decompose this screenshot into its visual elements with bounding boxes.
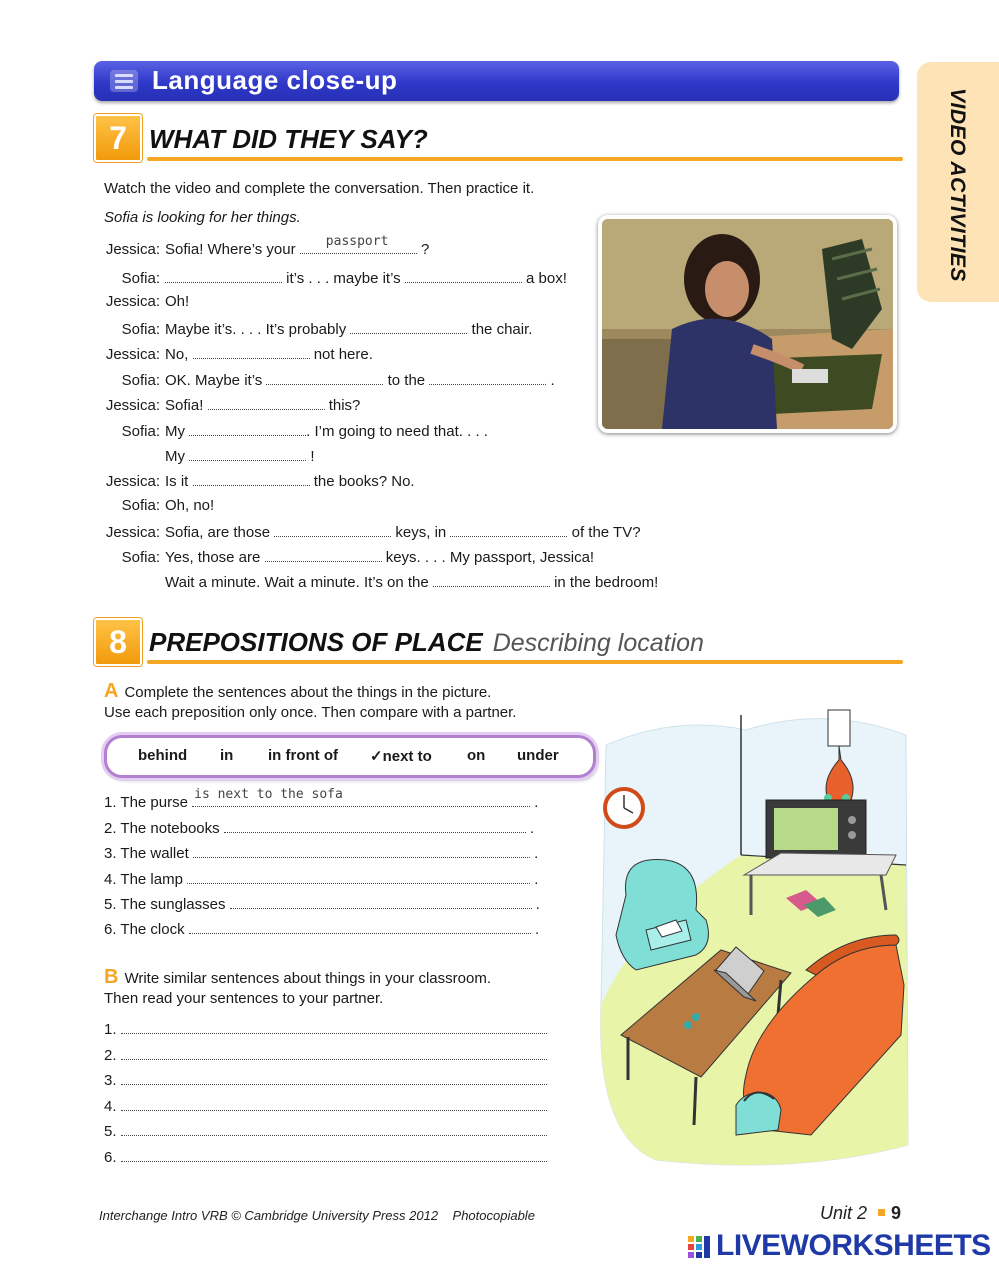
part-b-line-3 [104, 1070, 547, 1089]
speaker: Sofia: [121, 549, 160, 566]
item-prompt: 6. The clock [104, 921, 185, 938]
dialogue-line-7 [103, 395, 360, 414]
answer-blank[interactable] [433, 572, 550, 587]
line-text: not here. [313, 346, 373, 363]
header-title: Language close-up [152, 65, 398, 95]
section-7-context: Sofia is looking for her things. [104, 209, 301, 226]
copyright-text: Interchange Intro VRB © Cambridge University Press 2012 [99, 1208, 439, 1223]
line-text: Yes, those are [165, 549, 261, 566]
liveworksheets-brand[interactable]: LIVEWORKSHEETS [716, 1229, 991, 1262]
section-7-title: WHAT DID THEY SAY? [149, 124, 428, 154]
item-prompt: 2. The notebooks [104, 820, 220, 837]
answer-blank[interactable] [121, 1019, 547, 1034]
item-prompt: 5. The sunglasses [104, 896, 226, 913]
answer-blank[interactable] [193, 344, 310, 359]
speaker: Jessica: [105, 293, 160, 310]
answer-text: passport [325, 234, 389, 249]
instruction-text: Write similar sentences about things in your classroom. [124, 970, 491, 987]
answer-blank[interactable] [193, 843, 530, 858]
answer-blank[interactable] [429, 370, 546, 385]
speaker: Sofia: [121, 372, 160, 389]
section-8-title-wrap [149, 627, 704, 658]
line-text: to the [387, 372, 426, 389]
side-tab [917, 62, 999, 302]
line-text: it’s . . . maybe it’s [286, 270, 401, 287]
answer-blank[interactable] [274, 522, 391, 537]
part-b-line-1 [104, 1019, 547, 1038]
preposition-word-box [104, 735, 596, 778]
word-in: in [220, 747, 234, 764]
word-on: on [467, 747, 486, 764]
line-text: Is it [165, 473, 189, 490]
dialogue-line-10 [103, 471, 415, 490]
item-prompt: 4. The lamp [104, 871, 183, 888]
answer-blank[interactable] [224, 818, 526, 833]
line-text: Sofia, are those [165, 524, 271, 541]
unit-label: Unit 2 [820, 1203, 868, 1223]
part-b-line-2 [104, 1045, 547, 1064]
line-text: this? [328, 397, 361, 414]
dialogue-line-6 [103, 370, 555, 389]
line-text: My [165, 423, 185, 440]
line-number: 3. [104, 1072, 117, 1089]
dialogue-line-11 [103, 497, 214, 514]
part-a-instruction-1 [104, 680, 491, 703]
answer-blank[interactable] [121, 1096, 547, 1111]
dialogue-line-12 [103, 522, 641, 541]
photocopiable-text: Photocopiable [452, 1208, 535, 1223]
line-text: My [165, 448, 185, 465]
item-prompt: 1. The purse [104, 794, 188, 811]
section-header-bar [94, 61, 899, 101]
dialogue-line-8 [103, 421, 488, 440]
line-text: the books? No. [313, 473, 415, 490]
answer-blank[interactable] [189, 919, 531, 934]
part-b-letter: B [104, 966, 119, 988]
part-b-instruction-1 [104, 966, 491, 989]
part-a-instruction-2: Use each preposition only once. Then compare with a partner. [104, 704, 517, 721]
section-8-subtitle: Describing location [492, 629, 704, 657]
part-a-item-6: 6. The clock . [104, 921, 540, 938]
line-text: Sofia! Where’s your [165, 241, 296, 258]
line-text: . I’m going to need that. . . . [306, 423, 488, 440]
dialogue-line-1 [103, 234, 430, 258]
line-number: 4. [104, 1098, 117, 1115]
answer-blank[interactable] [187, 869, 530, 884]
word-under: under [517, 747, 559, 764]
bullet-square-icon [878, 1209, 885, 1216]
part-a-item-5: 5. The sunglasses . [104, 896, 540, 913]
answer-blank[interactable] [121, 1121, 547, 1136]
line-text: the chair. [471, 321, 533, 338]
answer-blank[interactable] [405, 268, 522, 283]
answer-blank[interactable] [121, 1045, 547, 1060]
answer-text: is next to the sofa [194, 787, 343, 802]
answer-blank[interactable] [266, 370, 383, 385]
line-text: Wait a minute. Wait a minute. It’s on the [165, 574, 429, 591]
part-b-line-5 [104, 1121, 547, 1140]
part-a-letter: A [104, 680, 119, 702]
line-text: ? [420, 241, 430, 258]
section-7-instruction: Watch the video and complete the conversation. Then practice it. [104, 180, 535, 197]
side-tab-label: VIDEO ACTIVITIES [946, 88, 969, 282]
line-text: No, [165, 346, 189, 363]
section-8-title: PREPOSITIONS OF PLACE [149, 627, 483, 657]
dialogue-line-3 [103, 293, 189, 310]
speaker: Jessica: [105, 346, 160, 363]
item-prompt: 3. The wallet [104, 845, 189, 862]
answer-blank[interactable] [189, 446, 306, 461]
dialogue-line-9 [103, 446, 315, 465]
line-text: ! [310, 448, 315, 465]
line-text: in the bedroom! [554, 574, 659, 591]
speaker: Sofia: [121, 321, 160, 338]
speaker: Jessica: [105, 524, 160, 541]
dialogue-line-2 [103, 268, 567, 287]
answer-blank[interactable] [165, 268, 282, 283]
part-a-item-1: 1. The purse is next to the sofa . [104, 787, 539, 811]
answer-blank[interactable] [121, 1147, 547, 1162]
speaker: Sofia: [121, 497, 160, 514]
dialogue-line-4 [103, 319, 532, 338]
speaker: Sofia: [121, 270, 160, 287]
line-text: Oh, no! [165, 497, 215, 514]
menu-icon [110, 70, 138, 92]
part-a-item-4: 4. The lamp . [104, 871, 539, 888]
answer-blank[interactable] [300, 234, 417, 254]
line-text: Oh! [165, 293, 190, 310]
speaker: Jessica: [105, 473, 160, 490]
word-behind: behind [138, 747, 188, 764]
part-b-line-4 [104, 1096, 547, 1115]
word-next-to: ✓next to [370, 748, 432, 765]
speaker: Sofia: [121, 423, 160, 440]
section-8-rule [147, 660, 903, 664]
line-text: Sofia! [165, 397, 204, 414]
answer-blank[interactable] [208, 395, 325, 410]
answer-blank[interactable] [121, 1070, 547, 1085]
line-text: of the TV? [571, 524, 641, 541]
dialogue-line-14 [103, 572, 658, 591]
answer-blank[interactable] [230, 894, 532, 909]
unit-page-label [820, 1203, 901, 1224]
line-text: a box! [526, 270, 567, 287]
part-a-item-3: 3. The wallet . [104, 845, 539, 862]
section-7-number: 7 [94, 114, 142, 162]
instruction-text: Complete the sentences about the things in the picture. [124, 684, 492, 701]
part-b-instruction-2: Then read your sentences to your partner. [104, 990, 384, 1007]
line-text: keys, in [395, 524, 447, 541]
speaker: Jessica: [105, 397, 160, 414]
page-number: 9 [891, 1203, 902, 1223]
living-room-illustration [596, 705, 912, 1170]
video-still-photo [598, 215, 897, 433]
answer-blank[interactable] [450, 522, 567, 537]
section-7-rule [147, 157, 903, 161]
section-8-number: 8 [94, 618, 142, 666]
line-text: keys. . . . My passport, Jessica! [385, 549, 595, 566]
line-text: . [550, 372, 555, 389]
answer-blank[interactable] [265, 547, 382, 562]
liveworksheets-logo-icon [688, 1234, 716, 1262]
line-text: OK. Maybe it’s [165, 372, 263, 389]
line-text: Maybe it’s. . . . It’s probably [165, 321, 347, 338]
speaker: Jessica: [105, 241, 160, 258]
answer-blank[interactable] [350, 319, 467, 334]
part-b-line-6 [104, 1147, 547, 1166]
footer-copyright [99, 1208, 535, 1223]
line-number: 2. [104, 1047, 117, 1064]
part-a-item-2: 2. The notebooks . [104, 820, 535, 837]
dialogue-line-13 [103, 547, 594, 566]
line-number: 6. [104, 1149, 117, 1166]
answer-blank[interactable] [189, 421, 306, 436]
line-number: 1. [104, 1021, 117, 1038]
dialogue-line-5 [103, 344, 373, 363]
answer-blank[interactable] [193, 471, 310, 486]
line-number: 5. [104, 1123, 117, 1140]
word-in-front-of: in front of [268, 747, 338, 764]
